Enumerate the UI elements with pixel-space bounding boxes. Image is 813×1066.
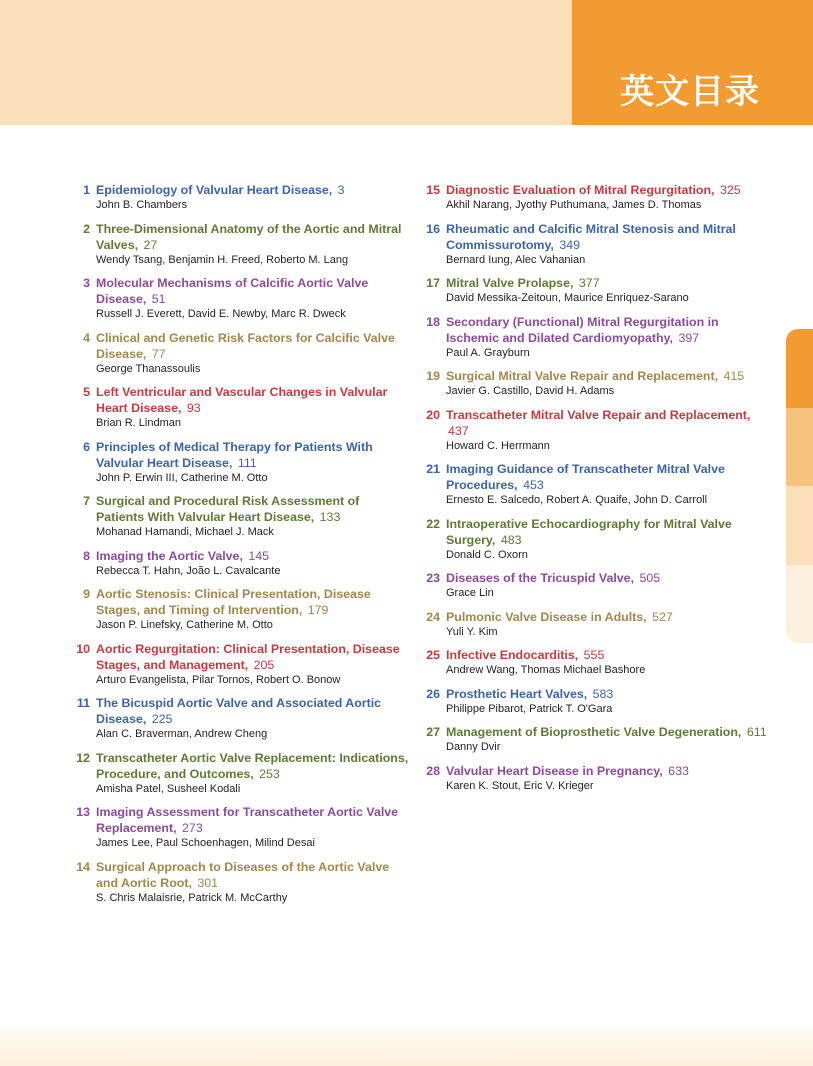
chapter-authors: Philippe Pibarot, Patrick T. O'Gara [446, 702, 613, 715]
toc-entry[interactable] [70, 493, 410, 540]
chapter-title[interactable]: Valvular Heart Disease in Pregnancy, [446, 763, 663, 778]
chapter-title[interactable]: Left Ventricular and Vascular Changes in Valvular Heart Disease, [96, 385, 388, 415]
chapter-authors: Amisha Patel, Susheel Kodali [96, 782, 241, 795]
page-number: 611 [746, 725, 767, 739]
chapter-title-line [446, 182, 775, 198]
chapter-title-line [96, 182, 410, 198]
chapter-title-line [96, 275, 410, 307]
chapter-title[interactable]: Transcatheter Mitral Valve Repair and Replacement, [446, 407, 751, 422]
chapter-title[interactable]: Surgical Mitral Valve Repair and Replacement, [446, 369, 719, 383]
page-number: 583 [592, 686, 614, 701]
chapter-number: 25 [426, 648, 440, 662]
chapter-number: 14 [76, 859, 90, 874]
chapter-number: 5 [83, 385, 90, 399]
chapter-number: 10 [76, 641, 90, 656]
chapter-number: 3 [83, 276, 90, 290]
toc-entry[interactable] [420, 221, 775, 268]
chapter-title-line [446, 763, 775, 779]
page-number: 527 [652, 609, 673, 624]
page-title: 英文目录 [620, 72, 760, 112]
chapter-title-line [446, 724, 775, 740]
toc-entry[interactable] [420, 570, 775, 601]
chapter-number: 15 [426, 183, 440, 197]
chapter-title[interactable]: Aortic Stenosis: Clinical Presentation, Disease Stages, and Timing of Intervention, [96, 587, 371, 617]
chapter-title[interactable]: Epidemiology of Valvular Heart Disease, [96, 183, 333, 197]
toc-entry[interactable] [70, 182, 410, 213]
chapter-title-line [96, 859, 410, 891]
chapter-title-line [446, 368, 775, 384]
page-number: 555 [583, 648, 605, 662]
chapter-title[interactable]: Rheumatic and Calcific Mitral Stenosis and Mitral Commissurotomy, [446, 221, 736, 252]
chapter-authors: Wendy Tsang, Benjamin H. Freed, Roberto M. Lang [96, 253, 349, 266]
chapter-authors: Akhil Narang, Jyothy Puthumana, James D. Thomas [446, 199, 702, 211]
chapter-title-line [446, 461, 775, 493]
toc-column-left [70, 182, 410, 913]
chapter-title-line [446, 686, 775, 702]
chapter-number: 16 [426, 221, 440, 236]
toc-entry[interactable] [420, 609, 775, 640]
toc-entry[interactable] [420, 314, 775, 361]
toc-entry[interactable] [70, 275, 410, 322]
chapter-authors: Ernesto E. Salcedo, Robert A. Quaife, John D. Carroll [446, 494, 708, 506]
chapter-title[interactable]: Imaging Guidance of Transcatheter Mitral Valve Procedures, [446, 462, 725, 492]
side-tab-4[interactable] [786, 565, 813, 644]
chapter-number: 28 [426, 763, 440, 778]
chapter-number: 19 [426, 369, 440, 383]
page-number: 179 [307, 603, 329, 617]
side-tab-3[interactable] [786, 486, 813, 565]
side-tab-strip [786, 329, 813, 643]
chapter-title[interactable]: Mitral Valve Prolapse, [446, 276, 574, 290]
chapter-authors: Danny Dvir [446, 741, 501, 753]
chapter-number: 6 [83, 439, 90, 454]
chapter-authors: Andrew Wang, Thomas Michael Bashore [446, 664, 646, 676]
chapter-number: 18 [426, 314, 440, 329]
chapter-title[interactable]: Infective Endocarditis, [446, 648, 579, 662]
page-number: 437 [448, 423, 469, 438]
page-number: 377 [578, 276, 600, 290]
chapter-title[interactable]: Three-Dimensional Anatomy of the Aortic and Mitral Valves, [96, 221, 402, 252]
page-number: 145 [248, 548, 270, 563]
toc-entry[interactable] [70, 221, 410, 268]
chapter-title-line [96, 439, 410, 471]
toc-entry[interactable] [420, 368, 775, 399]
chapter-authors: Arturo Evangelista, Pilar Tornos, Robert O. Bonow [96, 673, 341, 686]
toc-entry[interactable] [70, 330, 410, 377]
toc-entry[interactable] [70, 439, 410, 486]
chapter-title-line [96, 330, 410, 362]
chapter-title[interactable]: Molecular Mechanisms of Calcific Aortic Valve Disease, [96, 276, 369, 306]
chapter-title[interactable]: Secondary (Functional) Mitral Regurgitation in Ischemic and Dilated Cardiomyopathy, [446, 314, 719, 345]
toc-entry[interactable] [70, 804, 410, 851]
page-number: 415 [723, 369, 745, 383]
chapter-title[interactable]: Prosthetic Heart Valves, [446, 686, 588, 701]
chapter-number: 11 [76, 696, 90, 710]
chapter-title-line [96, 804, 410, 836]
chapter-authors: Jason P. Linefsky, Catherine M. Otto [96, 619, 273, 631]
page-number: 205 [253, 657, 275, 672]
page-number: 3 [337, 183, 345, 197]
toc-entry[interactable] [70, 750, 410, 797]
chapter-authors: Howard C. Herrmann [446, 439, 550, 452]
page-number: 505 [639, 571, 661, 585]
page-number: 483 [500, 532, 522, 547]
toc-entry[interactable] [420, 275, 775, 306]
chapter-authors: Donald C. Oxorn [446, 548, 528, 561]
chapter-title[interactable]: Principles of Medical Therapy for Patients With Valvular Heart Disease, [96, 439, 373, 470]
chapter-number: 13 [76, 805, 90, 819]
chapter-number: 8 [83, 548, 90, 563]
chapter-title-line [446, 516, 775, 548]
chapter-authors: Karen K. Stout, Eric V. Krieger [446, 779, 594, 792]
chapter-title[interactable]: Aortic Regurgitation: Clinical Presentation, Disease Stages, and Management, [96, 641, 400, 672]
chapter-title-line [96, 586, 410, 618]
chapter-authors: Grace Lin [446, 587, 494, 599]
chapter-title-line [446, 647, 775, 663]
chapter-number: 21 [426, 462, 440, 476]
chapter-title-line [446, 314, 775, 346]
page-number: 133 [319, 510, 341, 524]
chapter-number: 26 [426, 686, 440, 701]
page-number: 273 [182, 821, 203, 835]
chapter-title[interactable]: Imaging the Aortic Valve, [96, 548, 243, 563]
chapter-authors: Alan C. Braverman, Andrew Cheng [96, 728, 268, 740]
chapter-number: 4 [83, 330, 90, 345]
toc-entry[interactable] [420, 516, 775, 563]
toc-entry[interactable] [420, 182, 775, 213]
chapter-authors: George Thanassoulis [96, 362, 201, 375]
toc-entry[interactable] [420, 407, 775, 454]
chapter-number: 9 [83, 587, 90, 601]
chapter-number: 22 [426, 516, 440, 531]
footer-band [0, 1030, 813, 1066]
header-title-box [572, 0, 813, 125]
page-number: 633 [668, 763, 689, 778]
chapter-title[interactable]: The Bicuspid Aortic Valve and Associated Aortic Disease, [96, 696, 382, 726]
toc-entry[interactable] [70, 586, 410, 633]
toc-entry[interactable] [420, 461, 775, 508]
chapter-number: 27 [426, 725, 440, 739]
page-number: 111 [237, 455, 257, 470]
chapter-title[interactable]: Intraoperative Echocardiography for Mitral Valve Surgery, [446, 516, 732, 547]
chapter-title-line [446, 570, 775, 586]
chapter-authors: Bernard Iung, Alec Vahanian [446, 253, 586, 266]
chapter-title-line [96, 641, 410, 673]
page-number: 93 [186, 401, 201, 415]
chapter-title-line [96, 695, 410, 727]
chapter-authors: S. Chris Malaisrie, Patrick M. McCarthy [96, 891, 288, 904]
page-number: 51 [151, 292, 166, 306]
chapter-title[interactable]: Pulmonic Valve Disease in Adults, [446, 609, 647, 624]
toc-entry[interactable] [420, 763, 775, 794]
page-number: 325 [719, 183, 741, 197]
toc-entry[interactable] [420, 647, 775, 678]
chapter-title[interactable]: Transcatheter Aortic Valve Replacement: Indications, Procedure, and Outcomes, [96, 750, 409, 781]
chapter-authors: Paul A. Grayburn [446, 346, 530, 359]
page-number: 397 [678, 330, 700, 345]
chapter-authors: Rebecca T. Hahn, João L. Cavalcante [96, 564, 281, 577]
side-tab-2[interactable] [786, 408, 813, 487]
chapter-title-line [446, 221, 775, 253]
toc-entry[interactable] [420, 724, 775, 755]
chapter-title[interactable]: Surgical and Procedural Risk Assessment of Patients With Valvular Heart Disease, [96, 494, 360, 524]
chapter-number: 24 [426, 609, 440, 624]
page-number: 27 [143, 237, 158, 252]
chapter-authors: Brian R. Lindman [96, 417, 181, 429]
chapter-title-line [96, 221, 410, 253]
toc-entry[interactable] [70, 641, 410, 688]
page-number: 77 [151, 346, 166, 361]
toc-entry[interactable] [70, 384, 410, 431]
page-number: 253 [259, 766, 280, 781]
toc-entry[interactable] [70, 859, 410, 906]
chapter-title-line [446, 609, 775, 625]
chapter-number: 1 [83, 183, 90, 197]
chapter-title-line [446, 275, 775, 291]
chapter-number: 2 [83, 221, 90, 236]
chapter-title-line [96, 750, 410, 782]
page-number: 225 [151, 712, 173, 726]
page-number: 453 [523, 478, 544, 492]
chapter-number: 20 [426, 407, 440, 422]
chapter-number: 7 [83, 494, 90, 508]
chapter-title[interactable]: Surgical Approach to Diseases of the Aortic Valve and Aortic Root, [96, 859, 390, 890]
chapter-authors: Russell J. Everett, David E. Newby, Marc R. Dweck [96, 308, 346, 320]
page-number: 301 [197, 875, 219, 890]
chapter-authors: Yuli Y. Kim [446, 625, 498, 638]
chapter-number: 17 [426, 276, 440, 290]
chapter-title[interactable]: Diseases of the Tricuspid Valve, [446, 571, 635, 585]
chapter-title-line [446, 407, 775, 439]
chapter-title[interactable]: Diagnostic Evaluation of Mitral Regurgitation, [446, 183, 715, 197]
chapter-title-line [96, 548, 410, 564]
chapter-title[interactable]: Imaging Assessment for Transcatheter Aortic Valve Replacement, [96, 805, 399, 835]
side-tab-1[interactable] [786, 329, 813, 408]
toc-entry[interactable] [420, 686, 775, 717]
chapter-authors: John P. Erwin III, Catherine M. Otto [96, 471, 268, 484]
chapter-number: 23 [426, 571, 440, 585]
toc-entry[interactable] [70, 548, 410, 579]
chapter-title-line [96, 384, 410, 416]
toc-entry[interactable] [70, 695, 410, 742]
chapter-title[interactable]: Management of Bioprosthetic Valve Degeneration, [446, 725, 742, 739]
chapter-authors: James Lee, Paul Schoenhagen, Milind Desai [96, 837, 315, 849]
chapter-title-line [96, 493, 410, 525]
chapter-number: 12 [76, 750, 90, 765]
chapter-title[interactable]: Clinical and Genetic Risk Factors for Calcific Valve Disease, [96, 330, 395, 361]
chapter-authors: David Messika-Zeitoun, Maurice Enriquez-Sarano [446, 292, 689, 304]
chapter-authors: Javier G. Castillo, David H. Adams [446, 385, 615, 397]
toc-column-right [420, 182, 775, 801]
page-number: 349 [559, 237, 581, 252]
chapter-authors: John B. Chambers [96, 199, 188, 211]
chapter-authors: Mohanad Hamandi, Michael J. Mack [96, 526, 274, 538]
